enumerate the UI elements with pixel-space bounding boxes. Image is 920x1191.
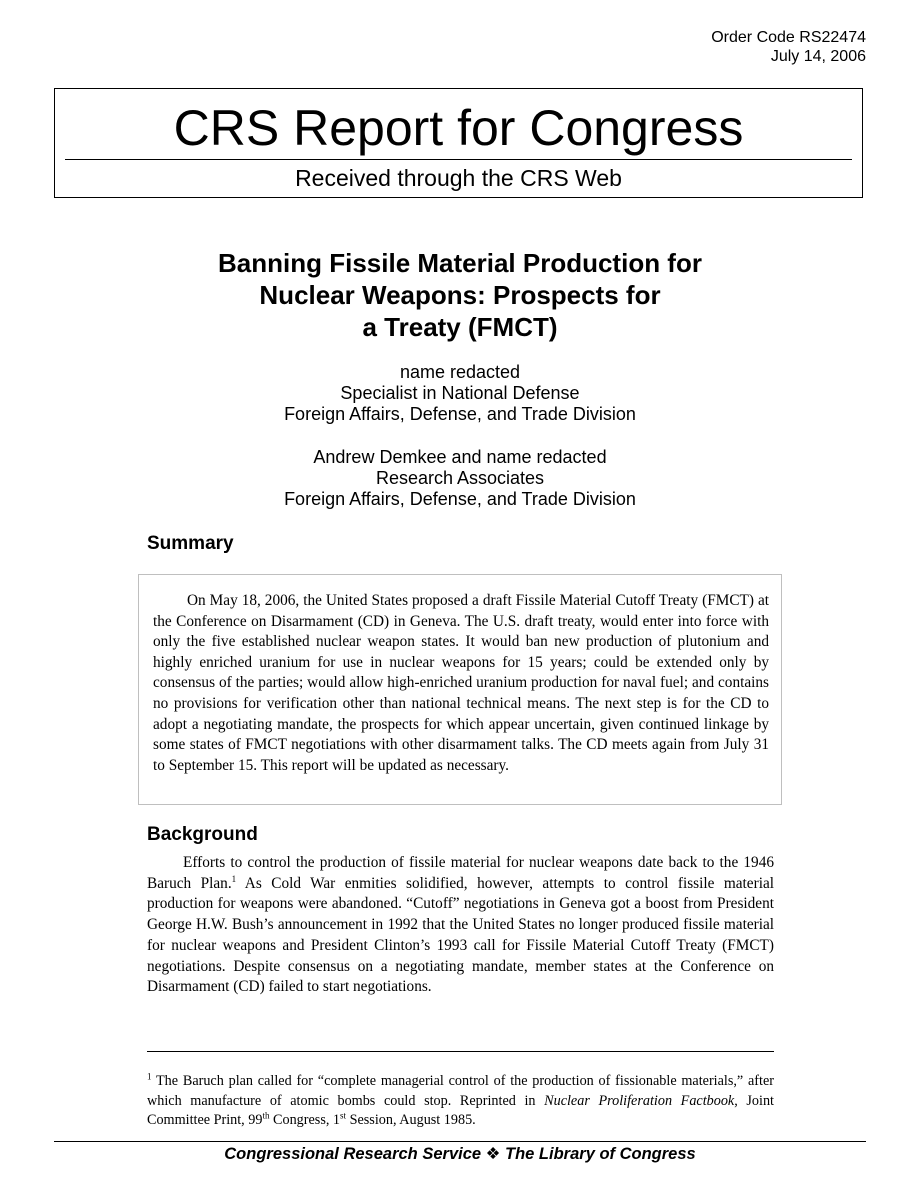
- footnote-text: Congress, 1: [269, 1112, 341, 1129]
- footnote-divider: [147, 1051, 774, 1052]
- crs-banner: [54, 88, 863, 198]
- author-name: name redacted: [399, 362, 521, 382]
- author-block-1: [100, 362, 820, 425]
- order-header: [711, 28, 866, 66]
- author-role: Research Associates: [375, 468, 545, 488]
- summary-text: On May 18, 2006, the United States proposed a draft Fissile Material Cutoff Treaty (FMCT) at the Conference on Disarmament (CD) in Geneva. The U.S. draft treaty, would enter into force with only the five established nuclear weapon states. It would ban new production of plutonium and highly enriched uranium for use in nuclear weapons for 15 years; could be extended only by consensus of the parties; would allow high-enriched uranium production for naval fuel; and contains no provisions for verification other than national technical means. The next step is for the CD to adopt a negotiating mandate, the prospects for which appear uncertain, given continued linkage by some states of FMCT negotiations with other disarmament talks. The CD meets again from July 31 to September 15. This report will be updated as necessary.: [153, 592, 769, 774]
- report-title-line: Banning Fissile Material Production for: [218, 248, 702, 278]
- author-block-2: [100, 447, 820, 510]
- banner-title: CRS Report for Congress: [173, 100, 744, 156]
- report-title: [100, 247, 820, 343]
- footnote-source-title: Nuclear Proliferation Factbook: [544, 1092, 735, 1109]
- banner-subtitle: Received through the CRS Web: [295, 165, 622, 191]
- page-footer: Congressional Research Service ❖ The Library of Congress: [224, 1145, 696, 1163]
- ordinal-suffix: th: [262, 1110, 270, 1121]
- background-heading: Background: [147, 824, 258, 845]
- footnote-text: Session, August 1985.: [346, 1112, 476, 1129]
- banner-divider: [65, 159, 852, 160]
- order-code: Order Code RS22474: [711, 29, 866, 46]
- author-division: Foreign Affairs, Defense, and Trade Division: [284, 404, 636, 424]
- author-name: Andrew Demkee and name redacted: [313, 447, 607, 467]
- background-text: As Cold War enmities solidified, however, attempts to control fissile material production for weapons were abandoned. “Cutoff” negotiations in Geneva got a boost from President George H.W. Bush’s announcement in 1992 that the United States no longer produced fissile material for nuclear weapons and President Clinton’s 1993 call for Fissile Material Cutoff Treaty (FMCT) negotiations. Despite consensus on a negotiating mandate, member states at the Conference on Disarmament (CD) failed to start negotiations.: [147, 874, 774, 996]
- report-date: July 14, 2006: [770, 48, 866, 65]
- footnote-reference[interactable]: 1: [231, 873, 237, 884]
- footer-divider: [54, 1141, 866, 1142]
- summary-heading: Summary: [147, 533, 234, 554]
- ordinal-suffix: st: [340, 1110, 347, 1121]
- summary-box: [138, 574, 782, 805]
- background-text: Efforts to control the production of fissile material for nuclear weapons date back to the 1946 Baruch Plan.: [147, 854, 774, 892]
- author-role: Specialist in National Defense: [340, 383, 580, 403]
- footnote-text: The Baruch plan called for “complete managerial control of the production of fissionable materials,” after which manufacture of atomic bombs could stop. Reprinted in: [147, 1073, 774, 1109]
- background-paragraph: [147, 853, 774, 998]
- footnote-text: , Joint Committee Print, 99: [147, 1092, 774, 1129]
- report-title-line: Nuclear Weapons: Prospects for: [259, 280, 661, 310]
- report-title-line: a Treaty (FMCT): [362, 312, 558, 342]
- author-division: Foreign Affairs, Defense, and Trade Division: [284, 489, 636, 509]
- footnote-marker: 1: [147, 1071, 152, 1082]
- footnote: [147, 1072, 774, 1131]
